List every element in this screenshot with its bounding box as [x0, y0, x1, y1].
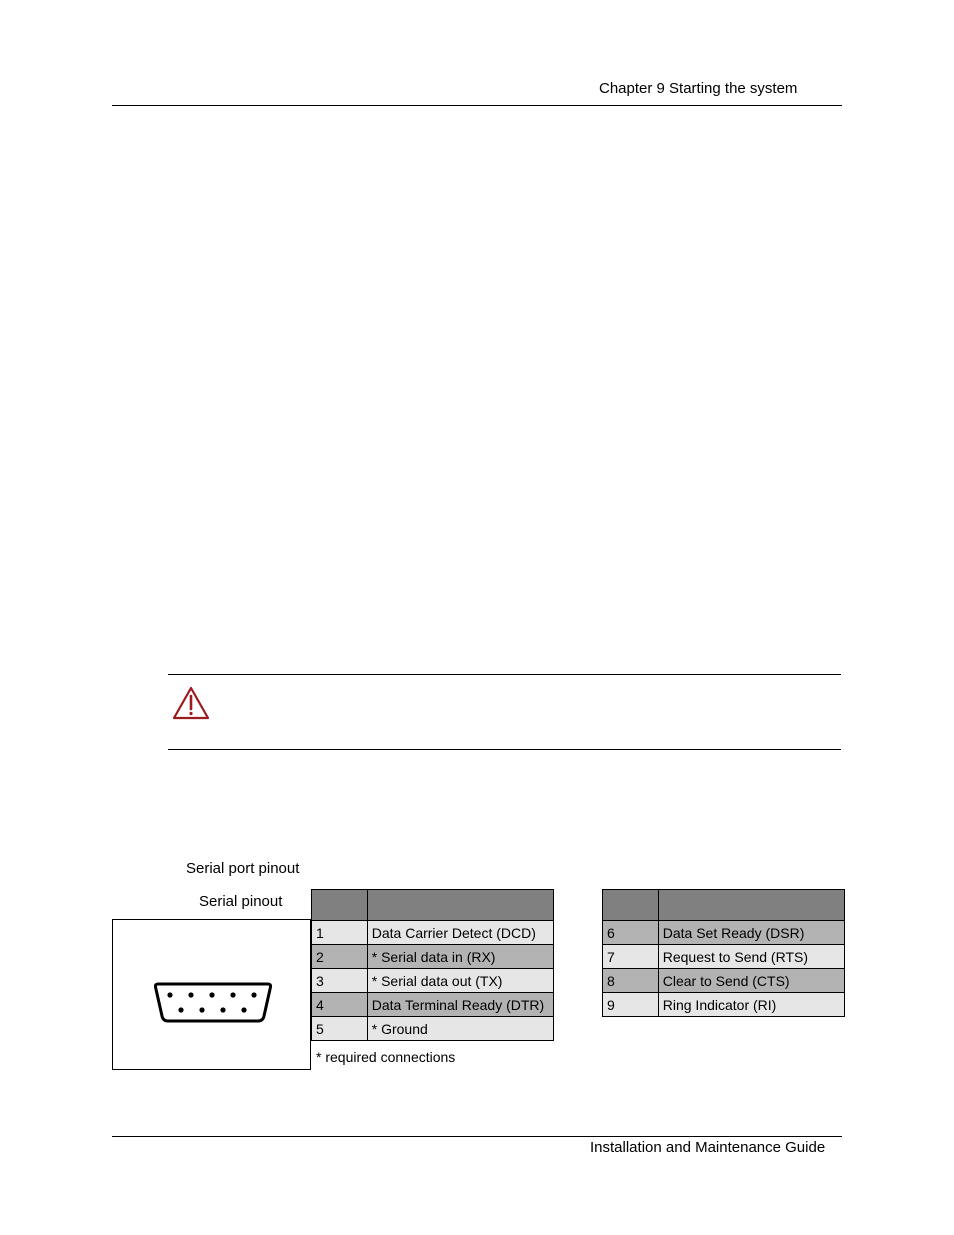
table-row [603, 945, 845, 969]
header-signal [658, 890, 844, 921]
table-row [312, 969, 554, 993]
required-connections-note: * required connections [316, 1049, 456, 1065]
caution-bottom-rule [168, 749, 841, 750]
table-row [603, 969, 845, 993]
footer-rule [112, 1136, 842, 1137]
table-row [312, 1017, 554, 1041]
pin-2 [188, 992, 193, 997]
pin-signal: * Serial data in (RX) [367, 945, 553, 969]
pin-signal: Data Set Ready (DSR) [658, 921, 844, 945]
table-row [603, 921, 845, 945]
header-pin [312, 890, 368, 921]
pin-4 [230, 992, 235, 997]
pin-8 [220, 1007, 225, 1012]
table-row [312, 993, 554, 1017]
header-signal [367, 890, 553, 921]
pin-7 [199, 1007, 204, 1012]
table-header-row [603, 890, 845, 921]
pin-number: 2 [312, 945, 368, 969]
table-row [312, 921, 554, 945]
pin-number: 7 [603, 945, 659, 969]
pin-signal: * Serial data out (TX) [367, 969, 553, 993]
table-row [603, 993, 845, 1017]
pin-number: 8 [603, 969, 659, 993]
caution-top-rule [168, 674, 841, 675]
pin-5 [251, 992, 256, 997]
pin-signal: Request to Send (RTS) [658, 945, 844, 969]
pin-signal: Data Terminal Ready (DTR) [367, 993, 553, 1017]
pin-signal: Data Carrier Detect (DCD) [367, 921, 553, 945]
pin-9 [241, 1007, 246, 1012]
db9-connector-icon [113, 920, 310, 1069]
table-header-row [312, 890, 554, 921]
pinout-table-left [311, 889, 554, 1041]
pin-number: 3 [312, 969, 368, 993]
header-rule [112, 105, 842, 106]
figure-title: Serial pinout [199, 893, 283, 910]
table-row [312, 945, 554, 969]
connector-figure [112, 919, 311, 1070]
header-pin [603, 890, 659, 921]
pin-signal: * Ground [367, 1017, 553, 1041]
running-header: Chapter 9 Starting the system [599, 80, 798, 97]
pin-number: 1 [312, 921, 368, 945]
pin-6 [178, 1007, 183, 1012]
pin-1 [167, 992, 172, 997]
pin-signal: Clear to Send (CTS) [658, 969, 844, 993]
warning-triangle-icon [172, 686, 210, 720]
pin-number: 6 [603, 921, 659, 945]
pin-signal: Ring Indicator (RI) [658, 993, 844, 1017]
pin-number: 9 [603, 993, 659, 1017]
pinout-table-right [602, 889, 845, 1017]
pin-3 [209, 992, 214, 997]
pin-number: 5 [312, 1017, 368, 1041]
table-title: Serial port pinout [186, 860, 300, 877]
pin-number: 4 [312, 993, 368, 1017]
running-footer: Installation and Maintenance Guide [590, 1139, 826, 1156]
